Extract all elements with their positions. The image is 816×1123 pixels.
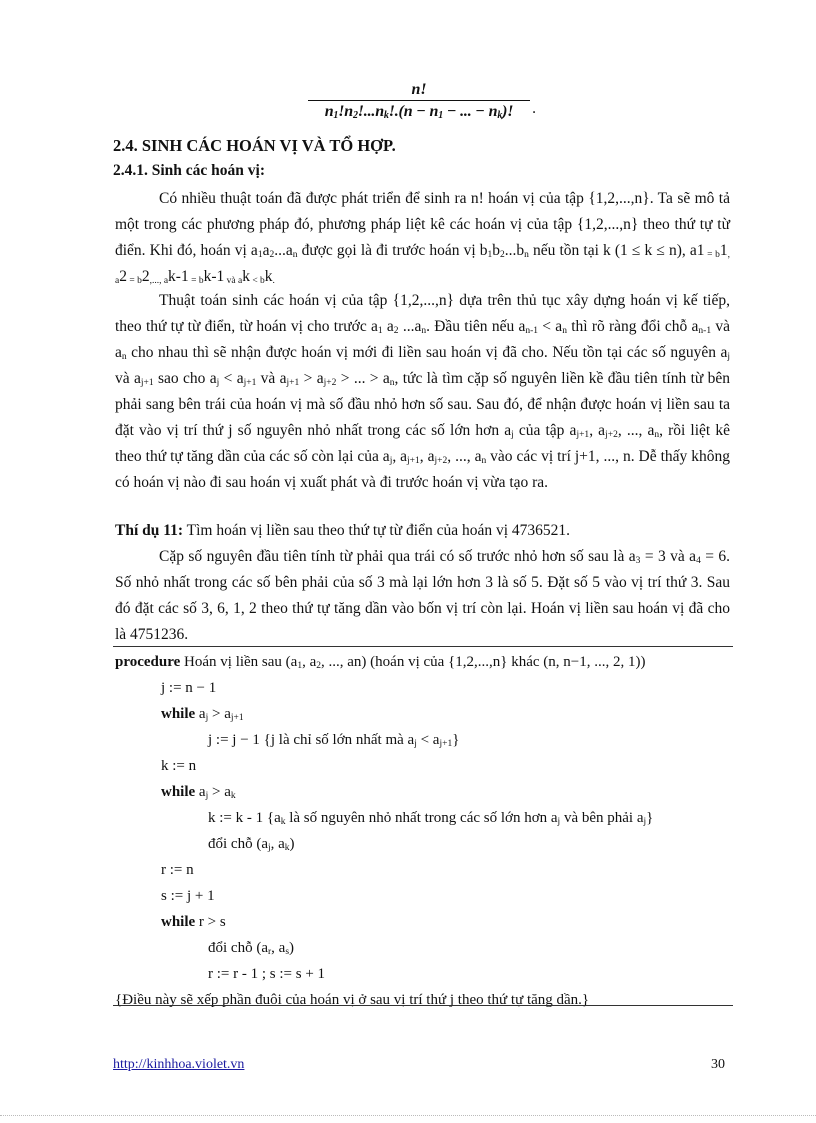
code-line: đổi chỗ ($a_r$, $a_s$) (208, 940, 295, 957)
example-title: Thí dụ 11: Tìm hoán vị liền sau theo thứ tự từ điển của hoán vị 4736521. (115, 522, 571, 539)
top-rule (113, 646, 733, 647)
procedure-line: procedure Hoán vị liền sau ($a_1$, $a_2$, ..., an) (hoán vị của {1,2,...,n} khác (n, n−1, ..., 2, 1)) (115, 654, 646, 671)
code-line: while $a_j > a_{j+1}$ (161, 706, 244, 723)
bottom-rule (113, 1005, 733, 1006)
pseudocode (115, 649, 735, 1013)
section-heading: 2.4. SINH CÁC HOÁN VỊ VÀ TỔ HỢP. (113, 136, 396, 155)
paragraph-1: Có nhiều thuật toán đã được phát triển để sinh ra n! hoán vị của tập {1,2,...,n}. Ta sẽ mô tả một trong các phương pháp đó, phương pháp liệt kê các hoán vị của tập {1,2,...,n} theo thứ tự từ điển. Khi đó, hoán vị $a_1a_2...a_n$ được gọi là đi trước hoán vị $b_1b_2...b_n$ nếu tồn tại k (1 ≤ k ≤ n), a1 $_{= b}1_{, a}2$ $_{= b}2_{,..., a}k-1$ $_{= b}$k-1 $_{và a}$k $_{< b}k_.$ (115, 190, 730, 286)
subsection-heading: 2.4.1. Sinh các hoán vị: (113, 162, 266, 179)
code-line: r := n (161, 862, 194, 878)
code-line: k := k - 1 {$a_k$ là số nguyên nhỏ nhất trong các số lớn hơn $a_j$ và bên phải $a_j$} (208, 810, 654, 827)
formula-denominator: $n_1!n_2!...n_k!.(n - n_1$ − ... − $n_k$)! (324, 103, 514, 121)
code-comment: {Điều này sẽ xếp phần đuôi của hoán vị ở sau vị trí thứ j theo thứ tự tăng dần.} (115, 992, 590, 1008)
code-line: while r > s (161, 914, 226, 930)
page-number: 30 (711, 1057, 725, 1072)
formula-numerator: n! (411, 81, 427, 98)
code-line: r := r - 1 ; s := s + 1 (208, 966, 326, 982)
formula (308, 80, 536, 123)
code-line: j := n − 1 (161, 680, 217, 696)
example-label: Thí dụ 11: (115, 522, 184, 539)
formula-period: . (532, 100, 536, 117)
code-line: k := n (161, 758, 197, 774)
code-line: đổi chỗ ($a_j$, $a_k$) (208, 836, 295, 853)
code-line: j := j − 1 {j là chỉ số lớn nhất mà $a_j < a_{j+1}$} (208, 732, 460, 749)
example-body: Cặp số nguyên đầu tiên tính từ phải qua trái có số trước nhỏ hơn số sau là $a_3 = 3$ và $a_4 = 6$. Số nhỏ nhất trong các số bên phải của số 3 mà lại lớn hơn 3 là số 5. Đặt số 5 vào vị trí thứ 3. Sau đó đặt các số 3, 6, 1, 2 theo thứ tự tăng dần vào bốn vị trí còn lại. Hoán vị liền sau hoán vị đã cho là 4751236. (115, 548, 730, 643)
footer-link[interactable]: http://kinhhoa.violet.vn (113, 1057, 245, 1072)
code-line: s := j + 1 (161, 888, 215, 904)
page-bottom-dotted-line (0, 1115, 816, 1116)
paragraph-2: Thuật toán sinh các hoán vị của tập {1,2,...,n} dựa trên thủ tục xây dựng hoán vị kế tiếp, theo thứ tự từ điển, từ hoán vị cho trước $a_1$ $a_2$ $...a_n$. Đầu tiên nếu $a_{n-1} < a_n$ thì rõ ràng đổi chỗ $a_{n-1}$ và $a_n$ cho nhau thì sẽ nhận được hoán vị mới đi liền sau hoán vị đã cho. Nếu tồn tại các số nguyên $a_j$ và $a_{j+1}$ sao cho $a_j < a_{j+1}$ và $a_{j+1} > a_{j+2}$ > ... > $a_n$, tức là tìm cặp số nguyên liền kề đầu tiên tính từ bên phải sang bên trái của hoán vị mà số đầu nhỏ hơn số sau. Sau đó, để nhận được hoán vị liền sau ta đặt vào vị trí thứ j số nguyên nhỏ nhất trong các số lớn hơn $a_j$ của tập $a_{j+1}$, $a_{j+2}$, ..., $a_n$, rồi liệt kê theo thứ tự tăng dần của các số còn lại của $a_j$, $a_{j+1}$, $a_{j+2}$, ..., $a_n$ vào các vị trí j+1, ..., n. Dễ thấy không có hoán vị nào đi sau hoán vị xuất phát và đi trước hoán vị vừa tạo ra. (115, 292, 731, 491)
code-line: while $a_j > a_k$ (161, 784, 236, 801)
